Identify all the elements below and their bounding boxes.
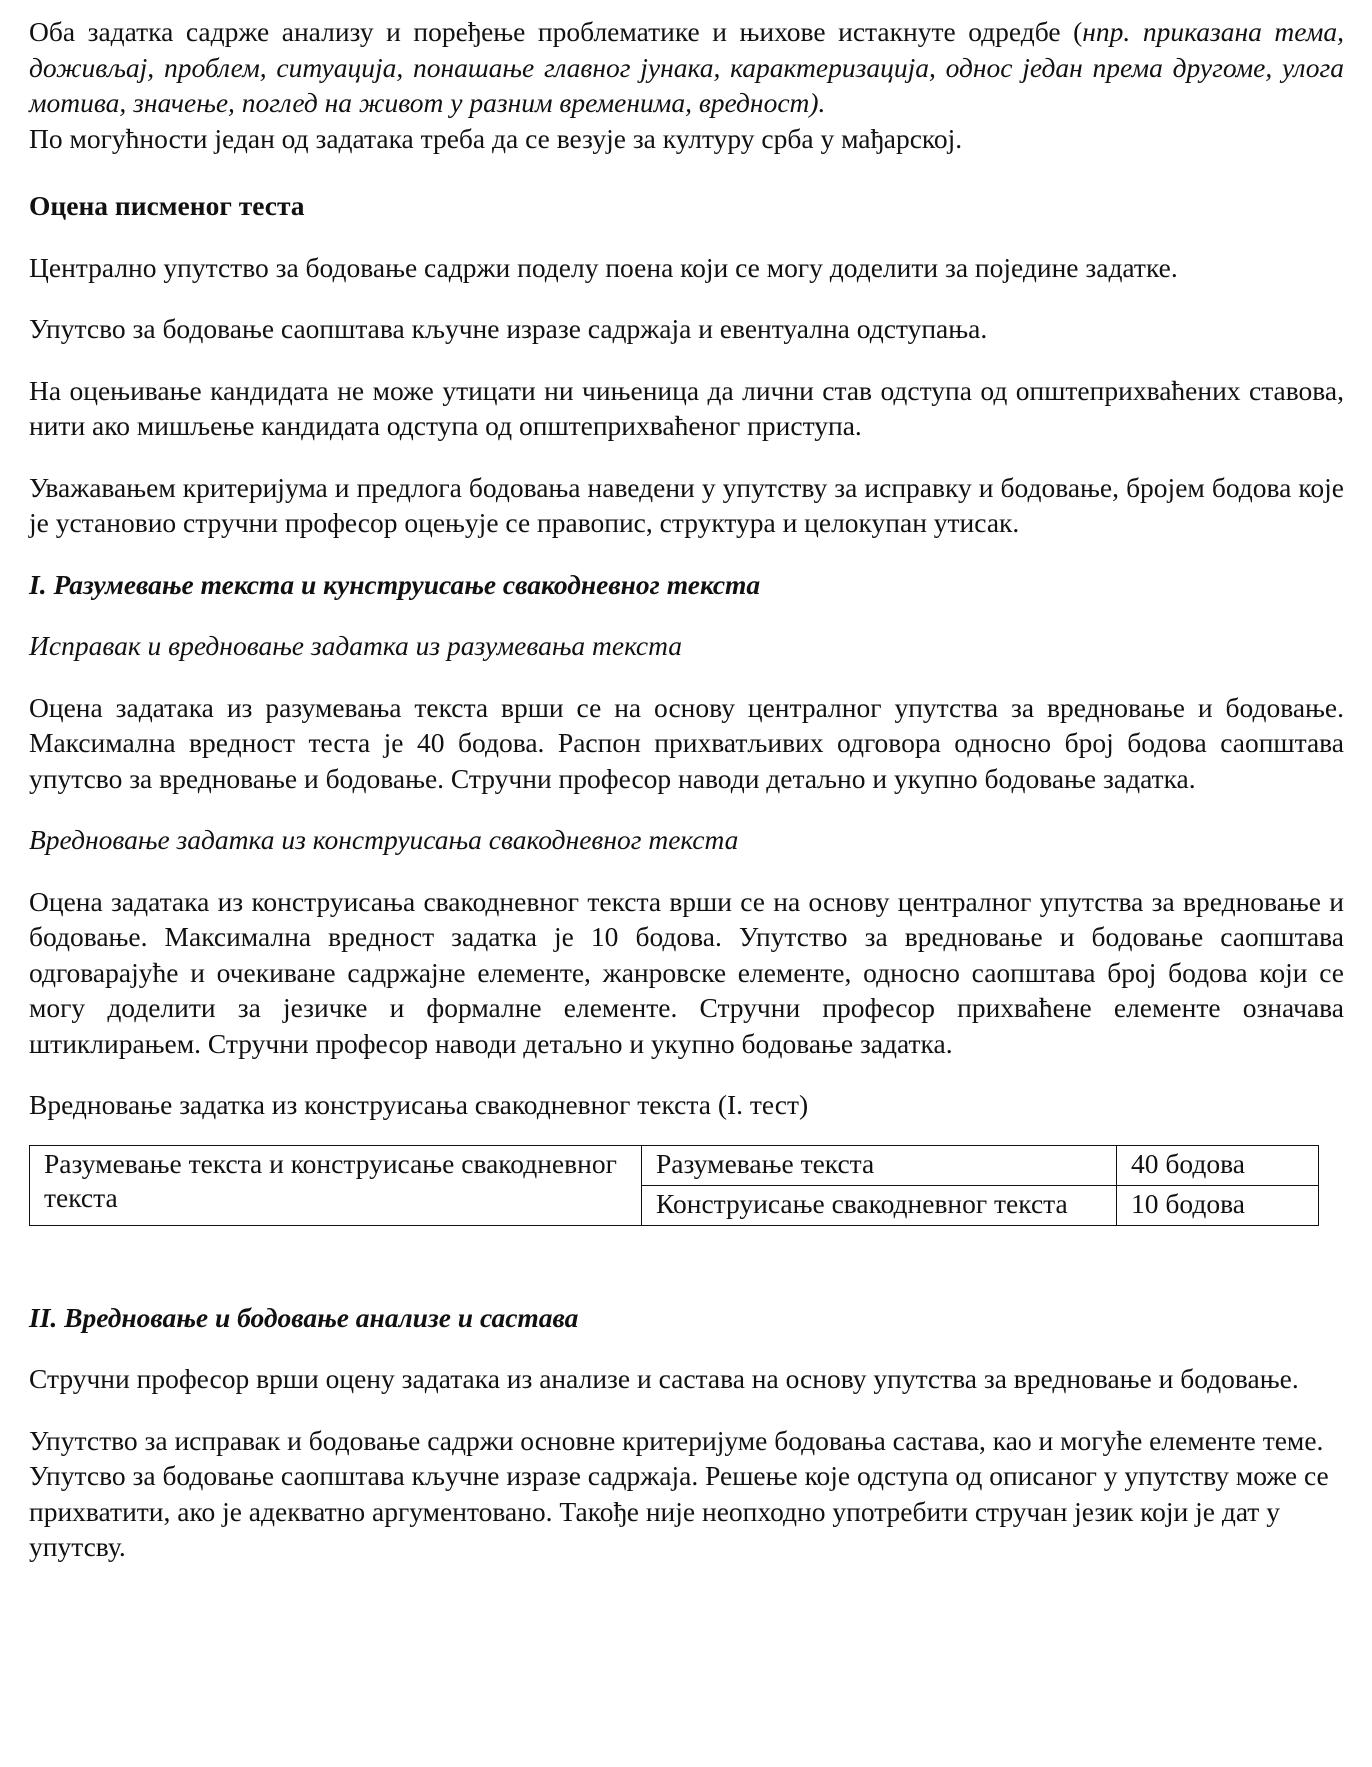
eval-paragraph-1: Централно упутство за бодовање садржи поделу поена који се могу доделити за поједине задатке. xyxy=(29,251,1178,283)
table-points-cell: 40 бодова xyxy=(1117,1145,1319,1185)
construction-paragraph: Оцена задатака из конструисања свакодневног текста врши се на основу централног упутства за вредновање и бодовање. Максимална вредност задатка је 10 бодова. Упутство за вредновање и бодовање саопштава одговарајуће и очекиване садржајне елементе, жанровске елементе, односно саопштава број бодова који се могу доделити за језичке и формалне елементе. Стручни професор прихваћене елементе означава штиклирањем. Стручни професор наводи детаљно и укупно бодовање задатка. xyxy=(29,885,1344,1059)
table-part-cell: Разумевање текста xyxy=(642,1145,1117,1185)
comprehension-paragraph: Оцена задатака из разумевања текста врши се на основу централног упутства за вредновање и бодовање. Максимална вредност теста је 40 бодова. Распон прихватљивих одговора односно број бодова саопштава упутсво за вредновање и бодовање. Стручни професор наводи детаљно и укупно бодовање задатка. xyxy=(29,691,1344,794)
table-part-cell: Конструисање свакодневног текста xyxy=(642,1185,1117,1225)
spacer xyxy=(29,1226,1344,1274)
eval-paragraph-4: Уважавањем критеријума и предлога бодовања наведени у упутству за исправку и бодовање, бројем бодова које је установио стручни професор оцењује се правопис, структура и целокупан утисак. xyxy=(29,471,1344,538)
subheading-construction: Вредновање задатка из конструисања свакодневног текста xyxy=(29,824,739,855)
section-heading-eval: Оцена писменог теста xyxy=(29,190,305,221)
table-caption: Вредновање задатка из конструисања свакодневног текста (I. тест) xyxy=(29,1089,809,1120)
analysis-paragraph-2: Упутство за исправак и бодовање садржи основне критеријуме бодовања састава, као и могуће елементе теме. Упутсво за бодовање саопштава кључне изразе садржаја. Решење које одступа од описаног у упутству може се прихватити, ако је адекватно аргументовано. Такође није неопходно употребити стручан језик који је дат у упутсву. xyxy=(29,1424,1329,1562)
scoring-table xyxy=(29,1145,1319,1226)
subheading-comprehension: Исправак и вредновање задатка из разумевања текста xyxy=(29,630,683,661)
table-group-cell: Разумевање текста и конструисање свакодневног текста xyxy=(30,1145,642,1225)
intro-text: Оба задатка садрже анализу и поређење проблематике и њихове истакнуте одредбе ( xyxy=(29,16,1083,47)
section-heading-one: I. Разумевање текста и кунструисање свакодневног текста xyxy=(29,568,761,600)
intro-paragraph xyxy=(29,14,1344,121)
table-points-cell: 10 бодова xyxy=(1117,1185,1319,1225)
intro-examples: нпр. приказана тема, доживљај, проблем, ситуација, понашање главног јунака, карактеризација, однос један према другоме, улога мотива, значење, поглед на живот у разним временима, вредност). xyxy=(29,16,1344,118)
culture-note: По могућности један од задатака треба да се везује за културу срба у мађарској. xyxy=(29,122,963,154)
section-heading-two: II. Вредновање и бодовање анализе и састава xyxy=(29,1301,579,1333)
eval-paragraph-3: На оцењивање кандидата не може утицати ни чињеница да лични став одступа од општеприхваћених ставова, нити ако мишљење кандидата одступа од општеприхваћеног приступа. xyxy=(29,374,1344,441)
eval-paragraph-2: Упутсво за бодовање саопштава кључне изразе садржаја и евентуална одступања. xyxy=(29,313,988,344)
analysis-paragraph-1: Стручни професор врши оцену задатака из анализе и састава на основу упутства за вредновање и бодовање. xyxy=(29,1363,1299,1394)
table-row xyxy=(30,1145,1319,1185)
